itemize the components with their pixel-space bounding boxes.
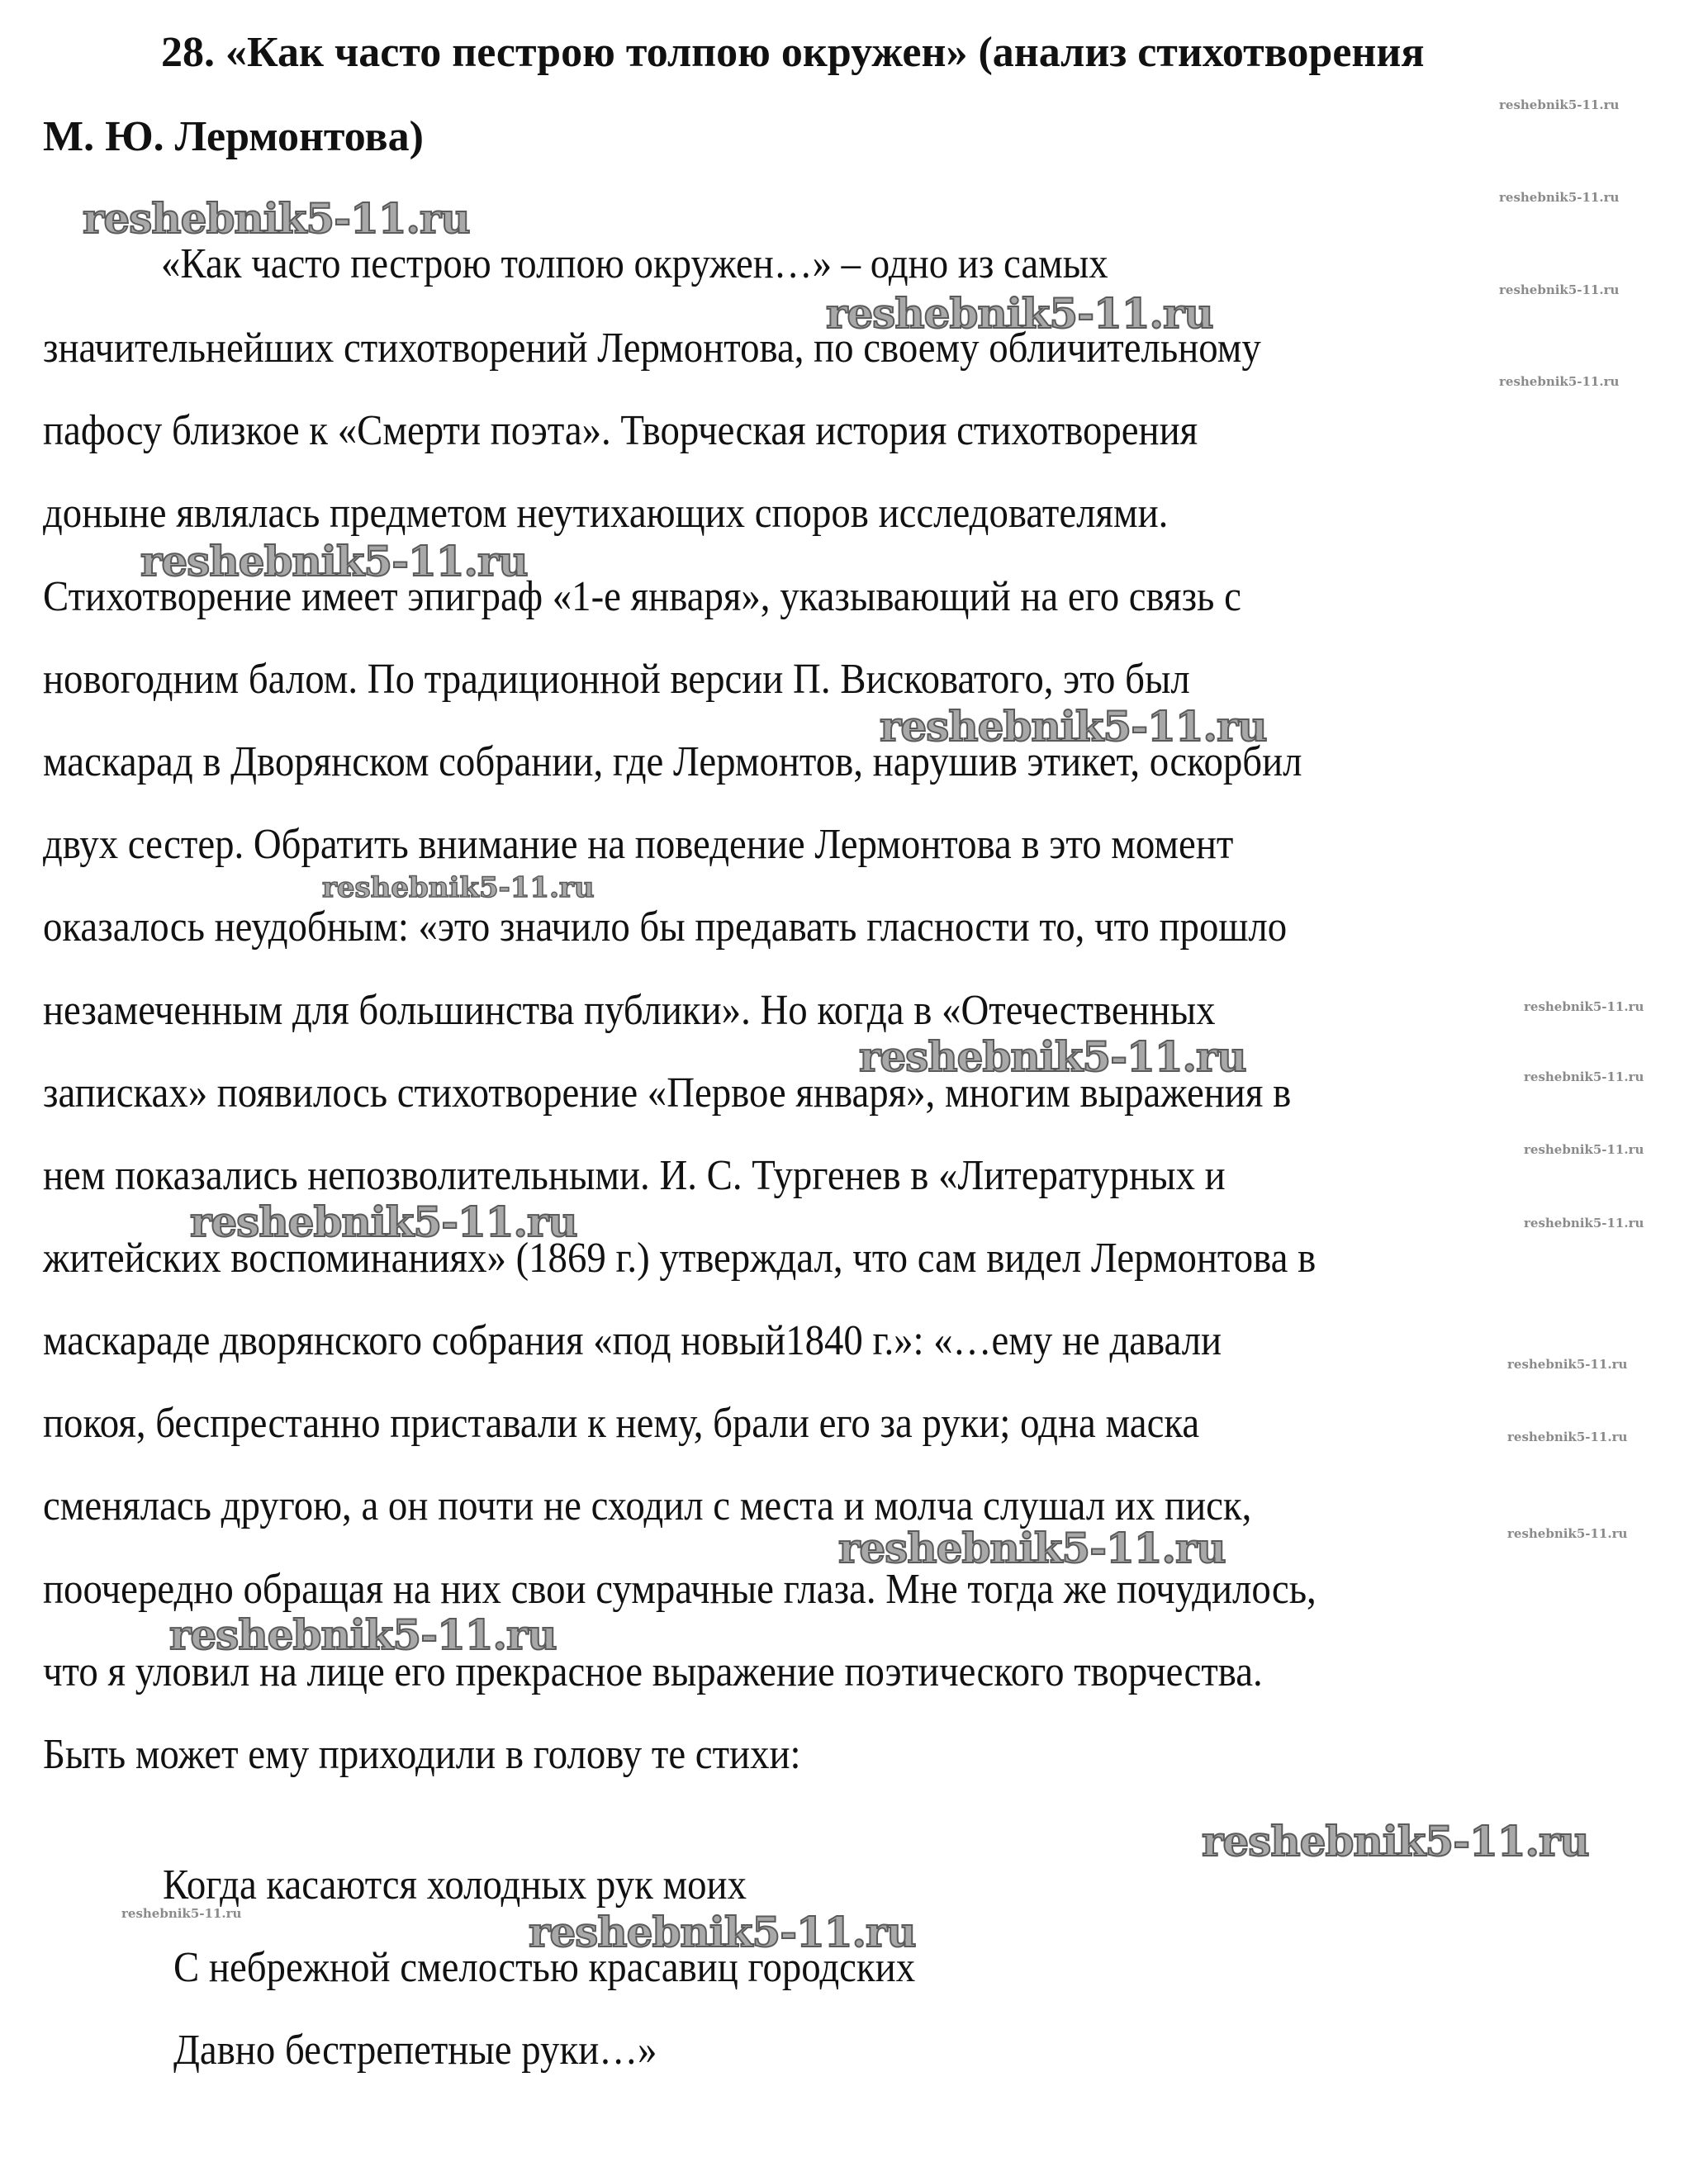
watermark: reshebnik5-11.ru [1524,1142,1644,1157]
body-line-7: маскарад в Дворянском собрании, где Лермонтов, нарушив этикет, оскорбил [43,738,1302,785]
watermark: reshebnik5-11.ru [322,871,595,904]
body-line-9: оказалось неудобным: «это значило бы предавать гласности то, что прошло [43,903,1288,951]
body-line-19: Быть может ему приходили в голову те стихи: [43,1731,801,1778]
watermark: reshebnik5-11.ru [1524,1216,1644,1230]
body-line-16: сменялась другою, а он почти не сходил с места и молча слушал их писк, [43,1482,1252,1529]
watermark: reshebnik5-11.ru [529,1908,916,1956]
body-line-11: записках» появилось стихотворение «Первое января», многим выражения в [43,1069,1292,1117]
verse-line-2: С небрежной смелостью красавиц городских [173,1944,916,1991]
watermark: reshebnik5-11.ru [859,1032,1246,1081]
watermark: reshebnik5-11.ru [1524,1069,1644,1084]
watermark: reshebnik5-11.ru [838,1524,1226,1572]
watermark: reshebnik5-11.ru [169,1610,557,1659]
watermark: reshebnik5-11.ru [1507,1526,1628,1541]
body-line-17: поочередно обращая на них свои сумрачные глаза. Мне тогда же почудилось, [43,1566,1317,1613]
title-line-1: 28. «Как часто пестрою толпою окружен» (анализ стихотворения [161,29,1425,76]
body-line-4: доныне являлась предметом неутихающих споров исследователями. [43,490,1169,537]
watermark: reshebnik5-11.ru [1499,282,1620,297]
body-line-2: значительнейших стихотворений Лермонтова, по своему обличительному [43,325,1261,372]
title-line-2: М. Ю. Лермонтова) [43,113,424,160]
body-line-14: маскараде дворянского собрания «под новый1840 г.»: «…ему не давали [43,1317,1222,1364]
watermark: reshebnik5-11.ru [1524,999,1644,1014]
body-line-15: покоя, беспрестанно приставали к нему, брали его за руки; одна маска [43,1400,1200,1447]
body-line-10: незамеченным для большинства публики». Но когда в «Отечественных [43,987,1216,1034]
body-line-18: что я уловил на лице его прекрасное выражение поэтического творчества. [43,1648,1263,1695]
watermark: reshebnik5-11.ru [826,289,1213,338]
body-line-13: житейских воспоминаниях» (1869 г.) утверждал, что сам видел Лермонтова в [43,1235,1317,1282]
watermark: reshebnik5-11.ru [190,1197,577,1246]
watermark: reshebnik5-11.ru [880,702,1267,751]
body-line-12: нем показались непозволительными. И. С. Тургенев в «Литературных и [43,1152,1226,1199]
watermark: reshebnik5-11.ru [83,194,470,243]
body-line-6: новогодним балом. По традиционной версии П. Висковатого, это был [43,656,1190,703]
watermark: reshebnik5-11.ru [1499,97,1620,112]
verse-line-1: Когда касаются холодных рук моих [163,1861,747,1909]
body-line-3: пафосу близкое к «Смерти поэта». Творческая история стихотворения [43,407,1198,454]
watermark: reshebnik5-11.ru [1507,1357,1628,1372]
watermark: reshebnik5-11.ru [1499,374,1620,389]
watermark: reshebnik5-11.ru [121,1906,242,1921]
verse-line-3: Давно бестрепетные руки…» [173,2027,657,2074]
watermark: reshebnik5-11.ru [140,537,528,586]
body-line-1: «Как часто пестрою толпою окружен…» – одно из самых [161,240,1108,287]
body-line-8: двух сестер. Обратить внимание на поведение Лермонтова в это момент [43,821,1234,868]
watermark: reshebnik5-11.ru [1202,1817,1589,1866]
body-line-5: Стихотворение имеет эпиграф «1-е января», указывающий на его связь с [43,573,1241,620]
watermark: reshebnik5-11.ru [1499,190,1620,205]
watermark: reshebnik5-11.ru [1507,1430,1628,1444]
